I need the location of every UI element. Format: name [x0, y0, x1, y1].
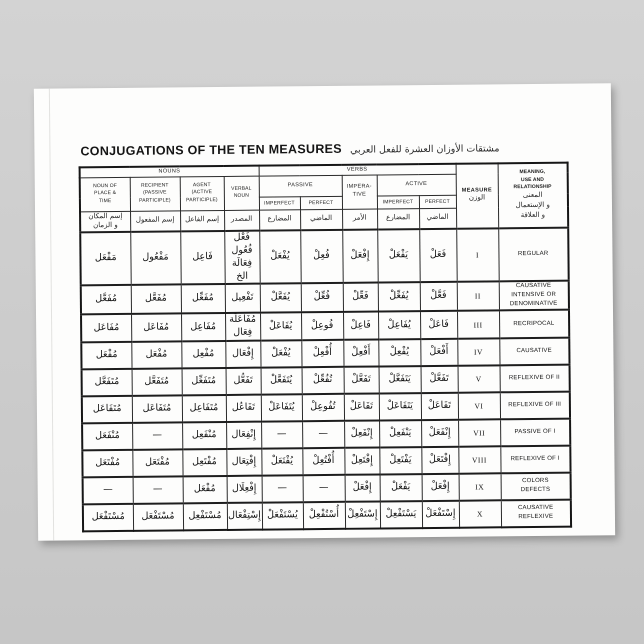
measure-header-arabic: الوزن — [468, 193, 486, 202]
arabic-form-cell-active_imperfect: يَفْعَلْ — [380, 474, 422, 501]
arabic-form-cell-verbal_noun: فَعْل فُعُول فِعَالَة الخ — [224, 231, 260, 285]
meaning-cell: COLORS DEFECTS — [501, 473, 571, 501]
arabic-form-cell-place: مُتَفَعَّل — [82, 369, 132, 396]
arabic-form-cell-verbal_noun: تَفَاعُل — [226, 395, 261, 422]
arabic-form-cell-active_perfect: إِسْتَفْعَلْ — [422, 501, 459, 528]
arabic-form-cell-place: مُفَاعَل — [81, 314, 131, 342]
arabic-form-cell-recipient: مُتَفَعَّل — [132, 368, 182, 395]
measure-roman-numeral: VII — [458, 419, 500, 446]
poster-title-arabic: مشتقات الأوزان العشرة للفعل العربي — [350, 143, 500, 156]
measure-roman-numeral: X — [459, 500, 501, 527]
measure-roman-numeral: V — [458, 365, 500, 392]
arabic-form-cell-active_imperfect: يَسْتَفْعِلْ — [380, 501, 422, 528]
active-imperfect-header: IMPERFECT — [377, 195, 419, 208]
table-row — [83, 500, 571, 532]
arabic-form-cell-agent: مُفْعَل — [183, 476, 227, 503]
arabic-form-cell-passive_imperfect: يُفَعَّلْ — [260, 284, 301, 313]
arabic-form-cell-recipient: — — [133, 476, 183, 503]
verbs-group-header: VERBS — [259, 164, 456, 176]
arabic-form-cell-place: مُفْعَل — [81, 342, 131, 369]
meaning-header-arabic: المعنى و الإستعمال و العلاقة — [515, 191, 550, 219]
arabic-form-cell-imperative: تَفَعَّلْ — [344, 366, 379, 393]
meaning-cell: CAUSATIVE — [499, 338, 569, 366]
arabic-form-cell-passive_perfect: — — [302, 421, 344, 448]
arabic-form-cell-place: مُتَفَاعَل — [82, 396, 132, 423]
arabic-form-cell-active_perfect: إِفْتَعَلْ — [421, 447, 458, 474]
arabic-form-cell-active_imperfect: يَفْعَلْ — [377, 229, 420, 283]
arabic-form-cell-agent: مُتَفَعِّل — [182, 368, 226, 395]
arabic-form-cell-active_imperfect: يَنْفَعِلْ — [379, 420, 421, 447]
arabic-form-cell-recipient: مُفَاعَل — [131, 314, 181, 342]
arabic-form-cell-active_perfect: فَعَلْ — [419, 229, 457, 283]
arabic-form-cell-place: مُفَعَّل — [81, 285, 131, 314]
arabic-form-cell-passive_imperfect: يُتَفَعَّلْ — [261, 367, 302, 394]
arabic-form-cell-verbal_noun: إِنْفِعَال — [226, 422, 261, 449]
arabic-form-cell-place: مَفْعَل — [80, 232, 131, 286]
arabic-form-cell-recipient: مُتَفَاعَل — [132, 395, 182, 422]
arabic-form-cell-verbal_noun: إِفْتِعَال — [226, 449, 261, 476]
arabic-form-cell-passive_perfect: فُعِّلْ — [301, 283, 343, 312]
arabic-form-cell-agent: مُفَاعِل — [181, 313, 225, 341]
arabic-form-cell-active_imperfect: يُفَعِّلْ — [378, 282, 420, 311]
arabic-form-cell-place: مُفْتَعَل — [82, 450, 132, 477]
arabic-form-cell-active_imperfect: يُفْعِلْ — [378, 339, 420, 366]
verb-column-arabic-label-0: المضارع — [259, 209, 300, 230]
active-group-header: ACTIVE — [377, 174, 456, 196]
conjugation-table — [79, 162, 573, 533]
measure-header-english: MEASURE — [461, 187, 493, 194]
active-perfect-header: PERFECT — [419, 195, 456, 208]
arabic-form-cell-agent: مُتَفَاعِل — [182, 395, 226, 422]
arabic-form-cell-passive_imperfect: يُفْتَعَلْ — [261, 448, 302, 475]
noun-column-arabic-label-1: إسم المفعول — [130, 210, 180, 232]
arabic-form-cell-passive_perfect: أُسْتُفْعِلْ — [303, 502, 345, 529]
arabic-form-cell-place: مُنْفَعَل — [82, 423, 132, 450]
noun-column-header-3: VERBAL NOUN — [224, 176, 259, 210]
arabic-form-cell-active_perfect: تَفَاعَلْ — [421, 393, 458, 420]
arabic-form-cell-imperative: إِفْعَلْ — [345, 474, 380, 501]
arabic-form-cell-verbal_noun: تَفَعُّل — [226, 368, 261, 395]
table-body — [80, 228, 571, 532]
measure-roman-numeral: IX — [459, 473, 501, 500]
poster-title-english: CONJUGATIONS OF THE TEN MEASURES — [80, 141, 342, 159]
arabic-form-cell-recipient: — — [132, 422, 182, 449]
arabic-form-cell-passive_imperfect: يُفْعَلْ — [259, 230, 301, 284]
page-fold-line — [49, 89, 54, 541]
verb-column-arabic-label-1: الماضي — [300, 209, 342, 230]
noun-column-header-2: AGENT (ACTIVE PARTICIPLE) — [180, 176, 224, 210]
arabic-form-cell-passive_imperfect: — — [261, 421, 302, 448]
meaning-header-english: MEANING, USE AND RELATIONSHIP — [513, 169, 552, 191]
meaning-cell: REFLEXIVE OF II — [500, 365, 570, 393]
noun-column-arabic-label-0: إسم المكان و الزمان — [80, 211, 130, 233]
arabic-form-cell-active_imperfect: يُفَاعِلْ — [378, 311, 420, 339]
arabic-form-cell-agent: مُفَعِّل — [181, 284, 225, 313]
meaning-cell: CAUSATIVE REFLEXIVE — [501, 500, 571, 528]
nouns-group-header: NOUNS — [80, 166, 259, 178]
verb-column-arabic-label-4: الماضي — [419, 208, 456, 229]
arabic-form-cell-active_imperfect: يَتَفَعَّلْ — [379, 366, 421, 393]
arabic-form-cell-agent: مُنْفَعِل — [182, 422, 226, 449]
table-row — [81, 281, 569, 315]
arabic-form-cell-recipient: مُسْتَفْعَل — [133, 503, 183, 530]
arabic-form-cell-recipient: مُفَعَّل — [131, 285, 181, 314]
meaning-cell: RECRIPOCAL — [499, 310, 569, 338]
measure-roman-numeral: I — [456, 228, 499, 282]
noun-column-header-1: RECIPIENT (PASSIVE PARTICIPLE) — [130, 176, 180, 210]
arabic-form-cell-passive_imperfect: يُفَاعَلْ — [260, 313, 301, 341]
noun-column-arabic-label-3: المصدر — [224, 210, 259, 231]
arabic-form-cell-imperative: إِفْعَلْ — [342, 230, 378, 284]
arabic-form-cell-recipient: مَفْعُول — [130, 231, 181, 285]
measure-roman-numeral: VIII — [458, 446, 500, 473]
arabic-form-cell-imperative: إِسْتَفْعِلْ — [345, 501, 380, 528]
arabic-form-cell-passive_perfect: فُعِلْ — [300, 230, 343, 284]
arabic-form-cell-verbal_noun: إِسْتِفْعَال — [227, 503, 262, 530]
verb-column-arabic-label-3: المضارع — [377, 208, 419, 229]
arabic-form-cell-passive_perfect: — — [303, 475, 345, 502]
measure-roman-numeral: IV — [457, 338, 499, 365]
arabic-form-cell-passive_perfect: أُفْتُعِلْ — [302, 448, 344, 475]
verb-column-arabic-label-2: الأمر — [342, 208, 377, 229]
arabic-form-cell-verbal_noun: مُفَاعَلَة فِعَال — [225, 313, 260, 341]
arabic-form-cell-passive_perfect: تُفُوعِلْ — [302, 394, 344, 421]
meaning-cell: REGULAR — [498, 228, 569, 282]
arabic-form-cell-imperative: تَفَاعَلْ — [344, 393, 379, 420]
arabic-form-cell-place: — — [83, 477, 133, 504]
table-row — [80, 228, 569, 286]
noun-column-header-0: NOUN OF PLACE & TIME — [80, 177, 130, 211]
arabic-form-cell-imperative: إِفْتَعِلْ — [344, 447, 379, 474]
arabic-form-cell-passive_perfect: فُوعِلْ — [301, 312, 343, 340]
arabic-form-cell-passive_imperfect: يُتَفَاعَلْ — [261, 394, 302, 421]
measure-roman-numeral: II — [457, 282, 499, 311]
arabic-form-cell-imperative: فَعِّلْ — [343, 283, 378, 312]
arabic-form-cell-passive_imperfect: — — [262, 475, 303, 502]
arabic-form-cell-active_imperfect: يَتَفَاعَلْ — [379, 393, 421, 420]
measure-roman-numeral: VI — [458, 392, 500, 419]
arabic-form-cell-verbal_noun: تَفْعِيل — [225, 284, 260, 313]
meaning-cell: REFLEXIVE OF III — [500, 392, 570, 420]
arabic-form-cell-passive_imperfect: يُفْعَلْ — [260, 340, 301, 367]
arabic-form-cell-agent: فَاعِل — [180, 231, 225, 285]
arabic-form-cell-active_imperfect: يَفْتَعِلْ — [379, 447, 421, 474]
arabic-form-cell-agent: مُسْتَفْعِل — [183, 503, 227, 530]
arabic-form-cell-agent: مُفْتَعِل — [182, 449, 226, 476]
meaning-column-header — [498, 163, 569, 229]
arabic-form-cell-imperative: فَاعِلْ — [343, 312, 378, 340]
arabic-form-cell-active_perfect: أَفْعَلْ — [420, 339, 457, 366]
arabic-form-cell-imperative: إِنْفَعِلْ — [344, 420, 379, 447]
arabic-form-cell-verbal_noun: إِفْعِلَال — [227, 476, 262, 503]
arabic-form-cell-recipient: مُفْعَل — [131, 341, 181, 368]
poster-sheet — [34, 83, 615, 541]
arabic-form-cell-active_perfect: إِنْفَعَلْ — [421, 420, 458, 447]
measure-roman-numeral: III — [457, 311, 499, 339]
measure-column-header — [456, 163, 499, 228]
passive-perfect-header: PERFECT — [300, 196, 342, 209]
noun-column-arabic-label-2: إسم الفاعل — [180, 210, 224, 232]
meaning-cell: REFLEXIVE OF I — [500, 446, 570, 474]
arabic-form-cell-active_perfect: إِفْعَلْ — [422, 474, 459, 501]
passive-group-header: PASSIVE — [259, 175, 342, 197]
arabic-form-cell-agent: مُفْعِل — [181, 341, 225, 368]
meaning-cell: PASSIVE OF I — [500, 419, 570, 447]
arabic-form-cell-passive_imperfect: يُسْتَفْعَلْ — [262, 502, 303, 529]
arabic-form-cell-imperative: أَفْعِلْ — [343, 339, 378, 366]
imperative-column-header: IMPERA- TIVE — [342, 174, 377, 208]
arabic-form-cell-passive_perfect: تُفُعِّلْ — [302, 367, 344, 394]
meaning-cell: CAUSATIVE INTENSIVE OR DENOMINATIVE — [499, 281, 569, 311]
table-header — [80, 163, 569, 233]
arabic-form-cell-place: مُسْتَفْعَل — [83, 504, 133, 531]
arabic-form-cell-passive_perfect: أُفْعِلْ — [301, 340, 343, 367]
arabic-form-cell-verbal_noun: إِفْعَال — [225, 341, 260, 368]
passive-imperfect-header: IMPERFECT — [259, 196, 300, 209]
arabic-form-cell-active_perfect: فَعَّلْ — [420, 282, 457, 311]
arabic-form-cell-active_perfect: تَفَعَّلْ — [421, 366, 458, 393]
arabic-form-cell-active_perfect: فَاعَلْ — [420, 311, 457, 339]
arabic-form-cell-recipient: مُفْتَعَل — [132, 449, 182, 476]
